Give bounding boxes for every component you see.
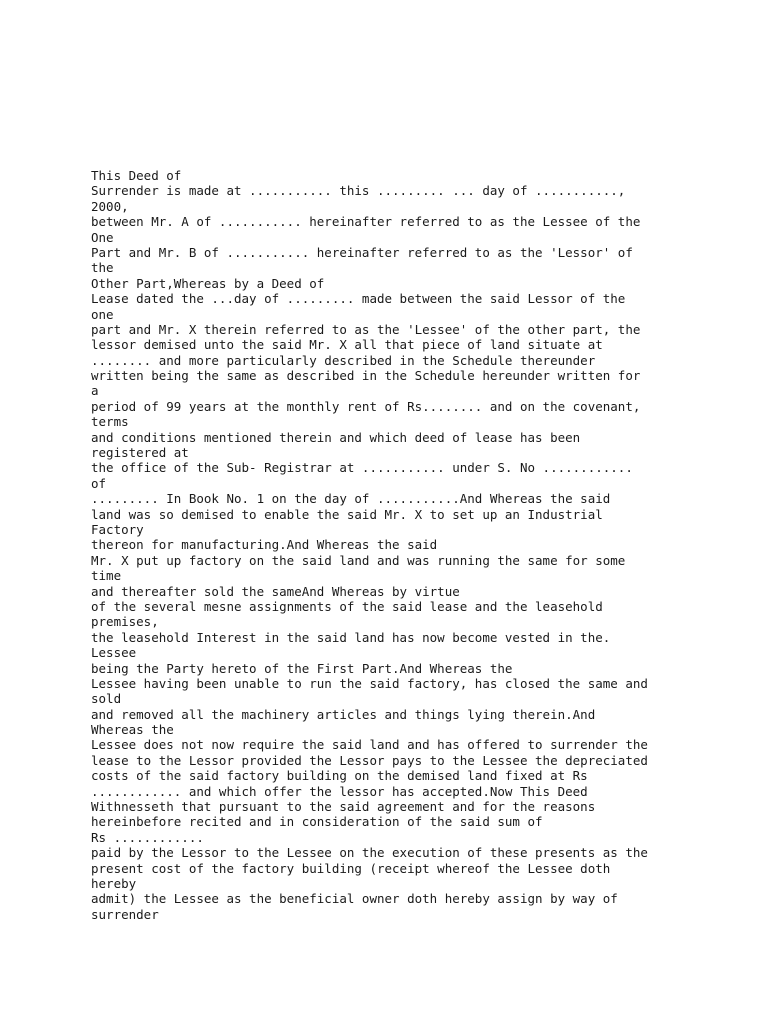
document-line: between Mr. A of ........... hereinafter referred to as the Lessee of the: [91, 214, 641, 230]
document-line: thereon for manufacturing.And Whereas the said: [91, 537, 438, 553]
document-line: costs of the said factory building on the demised land fixed at Rs: [91, 768, 588, 784]
document-line: sold: [91, 691, 122, 707]
document-line: surrender: [91, 906, 159, 922]
document-line: lessor demised unto the said Mr. X all that piece of land situate at: [91, 337, 603, 353]
document-line: part and Mr. X therein referred to as the 'Lessee' of the other part, the: [91, 321, 641, 337]
document-line: time: [91, 568, 122, 584]
document-line: Factory: [91, 521, 144, 537]
document-line: one: [91, 306, 114, 322]
document-line: a: [91, 383, 99, 399]
document-line: admit) the Lessee as the beneficial owner doth hereby assign by way of: [91, 891, 618, 907]
document-line: ............ and which offer the lessor has accepted.Now This Deed: [91, 783, 588, 799]
document-line: and removed all the machinery articles and things lying therein.And: [91, 706, 596, 722]
document-line: present cost of the factory building (receipt whereof the Lessee doth: [91, 860, 611, 876]
document-line: Whereas the: [91, 722, 174, 738]
document-line: the office of the Sub- Registrar at ........... under S. No ............: [91, 460, 633, 476]
document-line: written being the same as described in the Schedule hereunder written for: [91, 368, 641, 384]
document-line: hereinbefore recited and in consideration of the said sum of: [91, 814, 543, 830]
document-line: of: [91, 475, 107, 491]
document-line: One: [91, 229, 114, 245]
document-line: Surrender is made at ........... this ......... ... day of ...........,: [91, 183, 633, 199]
document-line: Withnesseth that pursuant to the said agreement and for the reasons: [91, 799, 596, 815]
document-line: terms: [91, 414, 129, 430]
document-line: land was so demised to enable the said Mr. X to set up an Industrial: [91, 506, 603, 522]
document-line: lease to the Lessor provided the Lessor pays to the Lessee the depreciated: [91, 752, 648, 768]
document-line: Part and Mr. B of ........... hereinafter referred to as the 'Lessor' of: [91, 244, 633, 260]
document-line: Rs ............: [91, 829, 204, 845]
document-line: Mr. X put up factory on the said land and was running the same for some: [91, 552, 626, 568]
document-line: hereby: [91, 875, 137, 891]
document-line: registered at: [91, 445, 189, 461]
document-line: of the several mesne assignments of the said lease and the leasehold: [91, 598, 603, 614]
document-line: 2000,: [91, 198, 129, 214]
document-line: and thereafter sold the sameAnd Whereas by virtue: [91, 583, 460, 599]
document-line: being the Party hereto of the First Part.And Whereas the: [91, 660, 513, 676]
document-line: the leasehold Interest in the said land has now become vested in the.: [91, 629, 611, 645]
document-line: period of 99 years at the monthly rent of Rs........ and on the covenant,: [91, 398, 641, 414]
document-line: Other Part,Whereas by a Deed of: [91, 275, 325, 291]
document-line: premises,: [91, 614, 159, 630]
document-line: ........ and more particularly described in the Schedule thereunder: [91, 352, 596, 368]
document-line: Lessee does not now require the said land and has offered to surrender the: [91, 737, 648, 753]
document-line: Lessee: [91, 645, 137, 661]
document-line: ......... In Book No. 1 on the day of ...........And Whereas the said: [91, 491, 611, 507]
document-line: Lessee having been unable to run the said factory, has closed the same and: [91, 675, 648, 691]
document-line: Lease dated the ...day of ......... made between the said Lessor of the: [91, 291, 626, 307]
document-line: paid by the Lessor to the Lessee on the execution of these presents as the: [91, 845, 648, 861]
deed-body-text: [91, 168, 648, 922]
document-line: and conditions mentioned therein and which deed of lease has been: [91, 429, 581, 445]
document-line: This Deed of: [91, 168, 182, 183]
document-line: the: [91, 260, 114, 276]
